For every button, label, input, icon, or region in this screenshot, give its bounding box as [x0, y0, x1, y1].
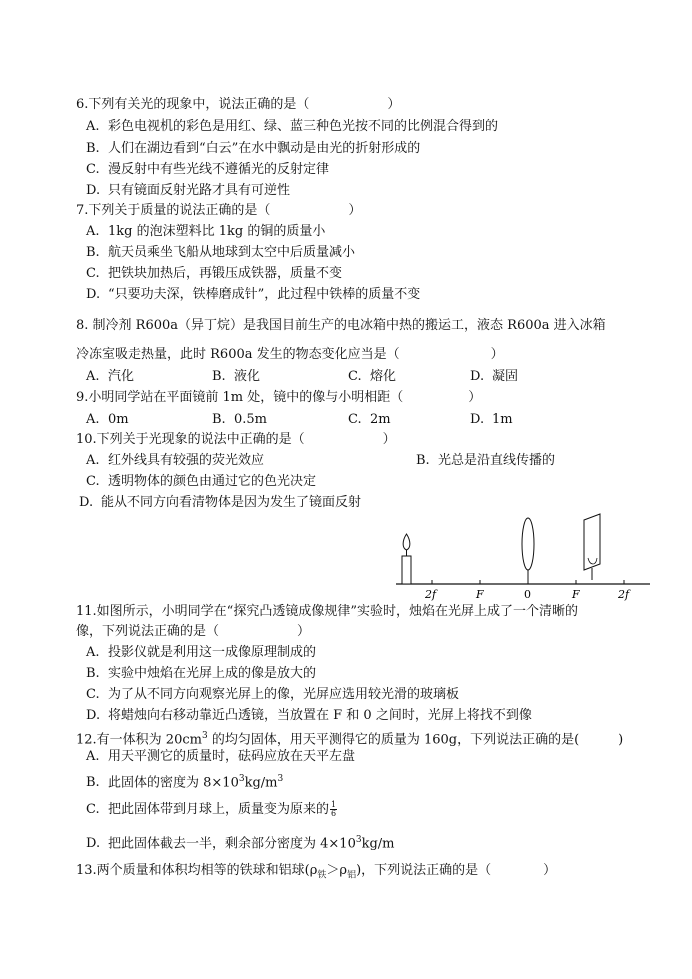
q7-option-c: C. 把铁块加热后，再锻压成铁器，质量不变	[86, 266, 343, 281]
q8-option-d: D. 凝固	[470, 369, 519, 384]
q10-option-a: A. 红外线具有较强的荧光效应	[86, 453, 265, 468]
q6-option-c: C. 漫反射中有些光线不遵循光的反射定律	[86, 162, 330, 177]
q12-option-d: D. 把此固体截去一半，剩余部分密度为 $4\times 10^3kg/m$	[86, 835, 395, 852]
q10-option-b: B. 光总是沿直线传播的	[416, 453, 556, 468]
label-2f-left: 2f	[425, 588, 437, 601]
question-13-stem: 13.两个质量和体积均相等的铁球和铝球$(\rho_铁>\rho_铝)$，下列说法正确的是（ ）	[76, 863, 557, 881]
question-11-line1: 11.如图所示，小明同学在“探究凸透镜成像规律”实验时，烛焰在光屏上成了一个清晰的	[76, 604, 578, 619]
q9-option-b: B. 0.5m	[212, 412, 268, 427]
question-6-stem: 6.下列有关光的现象中，说法正确的是（ ）	[76, 97, 401, 112]
q8-option-b: B. 液化	[212, 369, 261, 384]
q11-option-d: D. 将蜡烛向右移动靠近凸透镜，当放置在 F 和 0 之间时，光屏上将找不到像	[86, 708, 532, 723]
label-2f-right: 2f	[618, 588, 630, 601]
question-11-line2: 像，下列说法正确的是（ ）	[76, 624, 311, 639]
question-12-stem: 12.有一体积为 $20cm^3$ 的均匀固体，用天平测得它的质量为 160g，下列说法正确的是( )	[76, 731, 624, 748]
q6-option-a: A. 彩色电视机的彩色是用红、绿、蓝三种色光按不同的比例混合得到的	[86, 119, 499, 134]
label-f-right: F	[572, 588, 580, 601]
q12-option-a: A. 用天平测它的质量时，砝码应放在天平左盘	[86, 749, 356, 764]
q6-option-b: B. 人们在湖边看到“白云”在水中飘动是由光的折射形成的	[86, 141, 421, 156]
fraction-one-sixth: $\frac{1}{6}$	[331, 800, 337, 818]
candle	[402, 534, 411, 584]
lens-experiment-figure	[392, 510, 654, 602]
q11-option-c: C. 为了从不同方向观察光屏上的像，光屏应选用较光滑的玻璃板	[86, 687, 460, 702]
q7-option-a: A. 1kg 的泡沫塑料比 1kg 的铜的质量小	[86, 224, 326, 239]
q10-option-c: C. 透明物体的颜色由通过它的色光决定	[86, 474, 317, 489]
q8-option-c: C. 熔化	[348, 369, 397, 384]
q12-option-c: C. 把此固体带到月球上，质量变为原来的 $\frac{1}{6}$	[86, 800, 337, 818]
q8-option-a: A. 汽化	[86, 369, 135, 384]
question-8-line1: 8. 制冷剂 R600a（异丁烷）是我国目前生产的电冰箱中热的搬运工，液态 R600a 进入冰箱	[76, 318, 606, 333]
q7-option-b: B. 航天员乘坐飞船从地球到太空中后质量减小	[86, 245, 356, 260]
q9-option-d: D. 1m	[470, 412, 513, 427]
question-8-line2: 冷冻室吸走热量，此时 R600a 发生的物态变化应当是（ ）	[76, 347, 504, 362]
q9-option-c: C. 2m	[348, 412, 391, 427]
q7-option-d: D. “只要功夫深，铁棒磨成针”，此过程中铁棒的质量不变	[86, 287, 421, 302]
q9-option-a: A. 0m	[86, 412, 129, 427]
question-7-stem: 7.下列关于质量的说法正确的是（ ）	[76, 203, 362, 218]
light-screen	[584, 514, 600, 580]
q6-option-d: D. 只有镜面反射光路才具有可逆性	[86, 183, 291, 198]
question-10-stem: 10.下列关于光现象的说法中正确的是（ ）	[76, 432, 396, 447]
q11-option-b: B. 实验中烛焰在光屏上成的像是放大的	[86, 666, 317, 681]
q11-option-a: A. 投影仪就是利用这一成像原理制成的	[86, 645, 317, 660]
label-origin: 0	[524, 588, 531, 601]
convex-lens	[522, 518, 534, 580]
label-f-left: F	[476, 588, 484, 601]
q12-option-b: B. 此固体的密度为 $8\times 10^3kg/m^3$	[86, 774, 284, 791]
q10-option-d: D. 能从不同方向看清物体是因为发生了镜面反射	[79, 495, 362, 510]
question-9-stem: 9.小明同学站在平面镜前 1m 处，镜中的像与小明相距（ ）	[76, 390, 482, 405]
